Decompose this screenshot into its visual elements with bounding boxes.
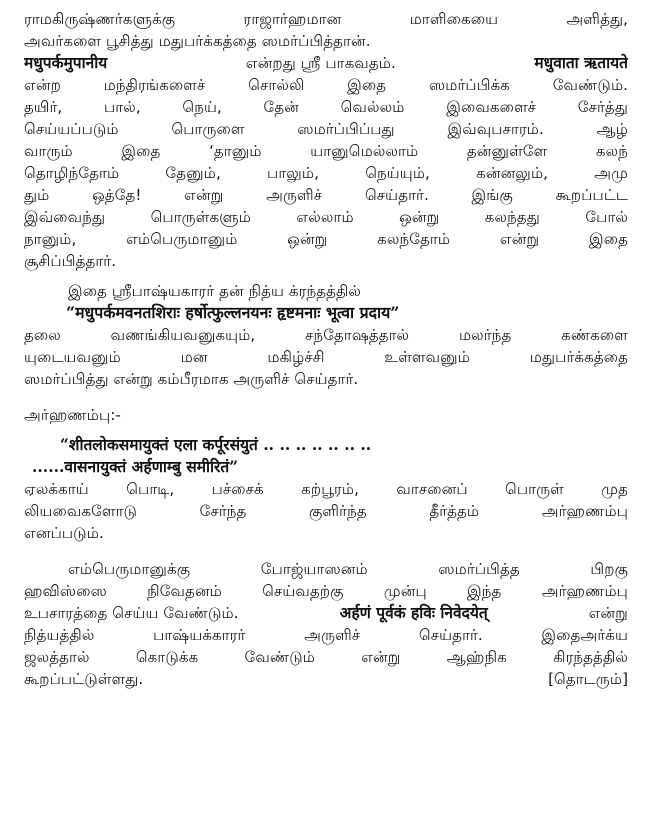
text-line: ஜலத்தால் கொடுக்க வேண்டும் என்று ஆஹ்நிக கிரந்தத்தில் [24,648,628,666]
text-fragment: கூறப்பட்டுள்ளது. [24,670,144,688]
text-line: என்ற மந்திரங்களைச் சொல்லி இதை ஸமர்ப்பிக்க வேண்டும். [24,76,628,94]
paragraph-bhashyakara [24,280,628,390]
text-line: வாரும் இதை ‘தானும் யானுமெல்லாம் தன்னுள்ளே கலந் [24,142,628,160]
text-line: நித்யத்தில் பாஷ்யக்காரர் அருளிச் செய்தார். இதைஅர்க்ய [24,626,628,644]
sanskrit-quote: “मधुपर्कमवनतशिराः हर्षोत्फुल्लनयनः हृष्टमनाः भूत्वा प्रदाय” [66,303,400,322]
section-arhanambu [24,404,628,544]
text-line: தலை வணங்கியவனுகயும், சந்தோஷத்தால் மலர்ந்த கண்களை [24,326,628,344]
paragraph-offering [24,8,628,272]
text-line: செய்யப்படும் பொருளை ஸமர்ப்பிப்பது இவ்வுபசாரம். ஆழ் [24,120,628,138]
sanskrit-phrase: मधुवाता ऋतायते [534,53,628,72]
text-line: சூசிப்பித்தார். [24,252,117,270]
text-line [24,602,628,624]
sanskrit-quote: ......वासनायुक्तं अर्हणाम्बु समीरितं” [32,457,239,476]
text-line: இவ்வைந்து பொருள்களும் எல்லாம் ஒன்று கலந்தது போல் [24,208,628,226]
text-line: ஹவிஸ்ஸை நிவேதனம் செய்வதற்கு முன்பு இந்த அர்ஹணம்பு [24,582,628,600]
paragraph-upacharam [24,558,628,690]
text-line [24,52,628,74]
text-line: தும் ஒத்தே! என்று அருளிச் செய்தார். இங்கு கூறப்பட்ட [24,186,628,204]
sanskrit-quote: “शीतलोकसमायुक्तं एला कर्पूरसंयुतं .. .. .. .. .. .. .. [60,435,372,454]
text-line: எம்பெருமானுக்கு போஜ்யாஸனம் ஸமர்ப்பித்த பிறகு [68,560,628,578]
text-line: ஸமர்ப்பித்து என்று கம்பீரமாக அருளிச் செய்தார். [24,370,359,388]
text-fragment: என்றது ஸ்ரீ பாகவதம். [245,54,396,72]
text-line: அவர்களை பூசித்து மதுபர்க்கத்தை ஸமர்ப்பித்தான். [24,32,371,50]
text-line: யுடையவனும் மன மகிழ்ச்சி உள்ளவனும் மதுபர்க்கத்தை [24,348,628,366]
continued-marker: [தொடரும்] [548,670,628,688]
text-line: எனப்படும். [24,524,104,542]
text-line: லியவைகளோடு சேர்ந்த குளிர்ந்த தீர்த்தம் அர்ஹணம்பு [24,502,628,520]
text-line: ஏலக்காய் பொடி, பச்சைக் கற்பூரம், வாசனைப் பொருள் முத [24,480,628,498]
text-line [24,668,628,690]
section-heading: அர்ஹணம்பு:- [24,406,121,424]
text-line: தொழிந்தோம் தேனும், பாலும், நெய்யும், கன்னலும், அமு [24,164,628,182]
text-fragment: உபசாரத்தை செய்ய வேண்டும். [24,604,239,622]
text-line: இதை ஸ்ரீபாஷ்யகாரர் தன் நித்ய க்ரந்தத்தில் [68,282,362,300]
text-line: ராமகிருஷ்ணர்களுக்கு ராஜார்ஹமான மாளிகையை அளித்து, [24,10,628,28]
text-line: நானும், எம்பெருமானும் ஒன்று கலந்தோம் என்று இதை [24,230,628,248]
sanskrit-phrase: मधुपर्कमुपानीय [24,53,108,72]
sanskrit-phrase: अर्हणं पूर्वकं हविः निवेदयेत् [339,603,488,622]
text-line: தயிர், பால், நெய், தேன் வெல்லம் இவைகளைச் சேர்த்து [24,98,628,116]
text-fragment: என்று [588,604,628,622]
